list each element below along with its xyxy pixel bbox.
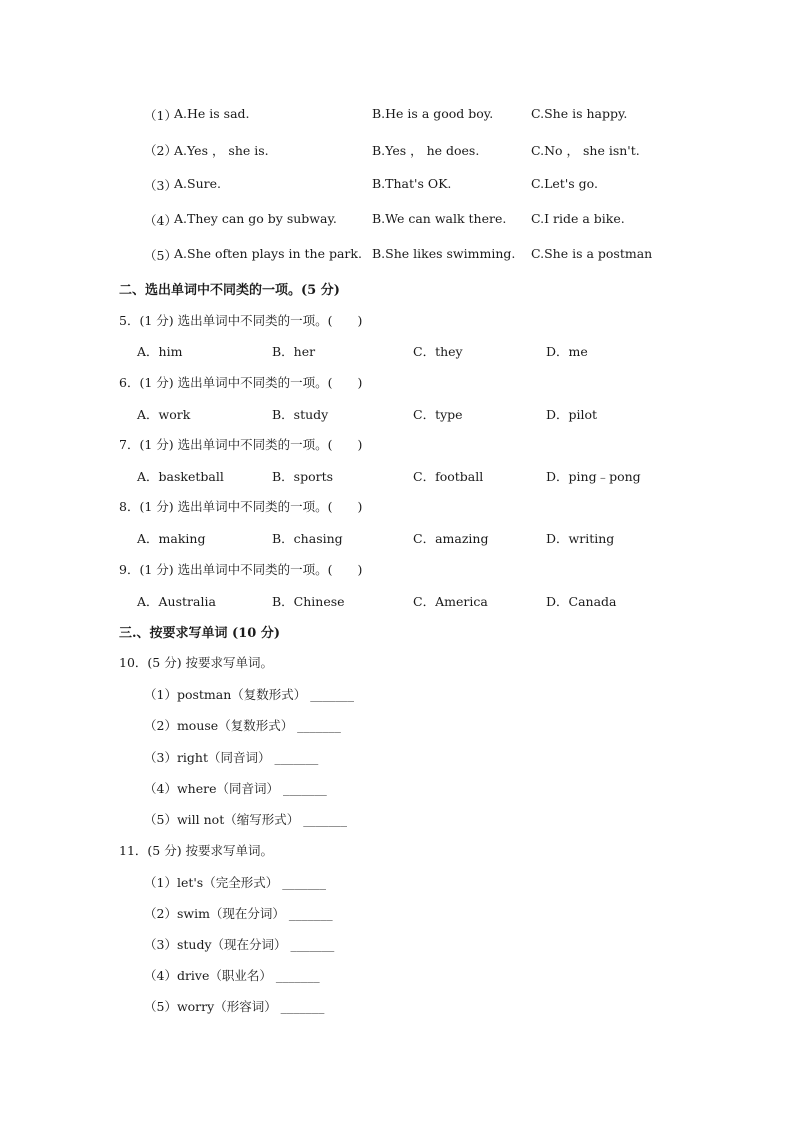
option-a: A．work	[137, 407, 191, 422]
item-number: （3）	[144, 178, 177, 193]
question-stem: 6．(1 分) 选出单词中不同类的一项。( )	[119, 375, 363, 390]
option-c: C.I ride a bike.	[531, 211, 625, 226]
option-b: B.Yes ， he does.	[372, 143, 480, 158]
option-b: B．study	[272, 407, 329, 422]
option-c: C.She is a postman	[531, 246, 653, 261]
option-a: A.They can go by subway.	[174, 211, 337, 226]
option-c: C.Let's go.	[531, 176, 598, 191]
question-stem: 10．(5 分) 按要求写单词。	[119, 655, 274, 670]
question-stem: 9．(1 分) 选出单词中不同类的一项。( )	[119, 562, 363, 577]
option-a: A．Australia	[137, 594, 216, 609]
fill-item: （3）study（现在分词） _______	[144, 937, 335, 952]
question-stem: 8．(1 分) 选出单词中不同类的一项。( )	[119, 499, 363, 514]
option-c: C.No ， she isn't.	[531, 143, 640, 158]
option-c: C．type	[413, 407, 463, 422]
option-d: D．ping﹣pong	[546, 469, 641, 484]
section-3-title: 三.、按要求写单词 (10 分)	[119, 626, 280, 641]
option-a: A.She often plays in the park.	[174, 246, 362, 261]
option-b: B．her	[272, 344, 316, 359]
item-number: （2）	[144, 143, 177, 158]
option-b: B.He is a good boy.	[372, 106, 494, 121]
fill-item: （1）let's（完全形式） _______	[144, 875, 326, 890]
item-number: （5）	[144, 248, 177, 263]
fill-item: （4）where（同音词） _______	[144, 781, 327, 796]
option-b: B.She likes swimming.	[372, 246, 516, 261]
fill-item: （5）will not（缩写形式） _______	[144, 812, 347, 827]
option-c: C．they	[413, 344, 463, 359]
option-b: B．sports	[272, 469, 334, 484]
option-d: D．writing	[546, 531, 615, 546]
option-c: C．America	[413, 594, 488, 609]
option-c: C.She is happy.	[531, 106, 628, 121]
option-b: B．Chinese	[272, 594, 345, 609]
fill-item: （4）drive（职业名） _______	[144, 968, 320, 983]
question-stem: 5．(1 分) 选出单词中不同类的一项。( )	[119, 313, 363, 328]
option-c: C．amazing	[413, 531, 489, 546]
question-stem: 11．(5 分) 按要求写单词。	[119, 843, 274, 858]
item-number: （1）	[144, 108, 177, 123]
fill-item: （2）mouse（复数形式） _______	[144, 718, 341, 733]
option-b: B.We can walk there.	[372, 211, 507, 226]
option-a: A．making	[137, 531, 206, 546]
fill-item: （2）swim（现在分词） _______	[144, 906, 333, 921]
fill-item: （1）postman（复数形式） _______	[144, 687, 354, 702]
fill-item: （5）worry（形容词） _______	[144, 999, 325, 1014]
section-2-title: 二、选出单词中不同类的一项。(5 分)	[119, 283, 340, 298]
option-a: A．basketball	[137, 469, 224, 484]
option-b: B．chasing	[272, 531, 343, 546]
fill-item: （3）right（同音词） _______	[144, 750, 319, 765]
option-d: D．Canada	[546, 594, 617, 609]
option-c: C．football	[413, 469, 484, 484]
option-b: B.That's OK.	[372, 176, 452, 191]
option-d: D．pilot	[546, 407, 598, 422]
question-stem: 7．(1 分) 选出单词中不同类的一项。( )	[119, 437, 363, 452]
option-a: A.Yes ， she is.	[174, 143, 269, 158]
option-a: A．him	[137, 344, 183, 359]
item-number: （4）	[144, 213, 177, 228]
option-a: A.Sure.	[174, 176, 221, 191]
option-a: A.He is sad.	[174, 106, 250, 121]
option-d: D．me	[546, 344, 588, 359]
